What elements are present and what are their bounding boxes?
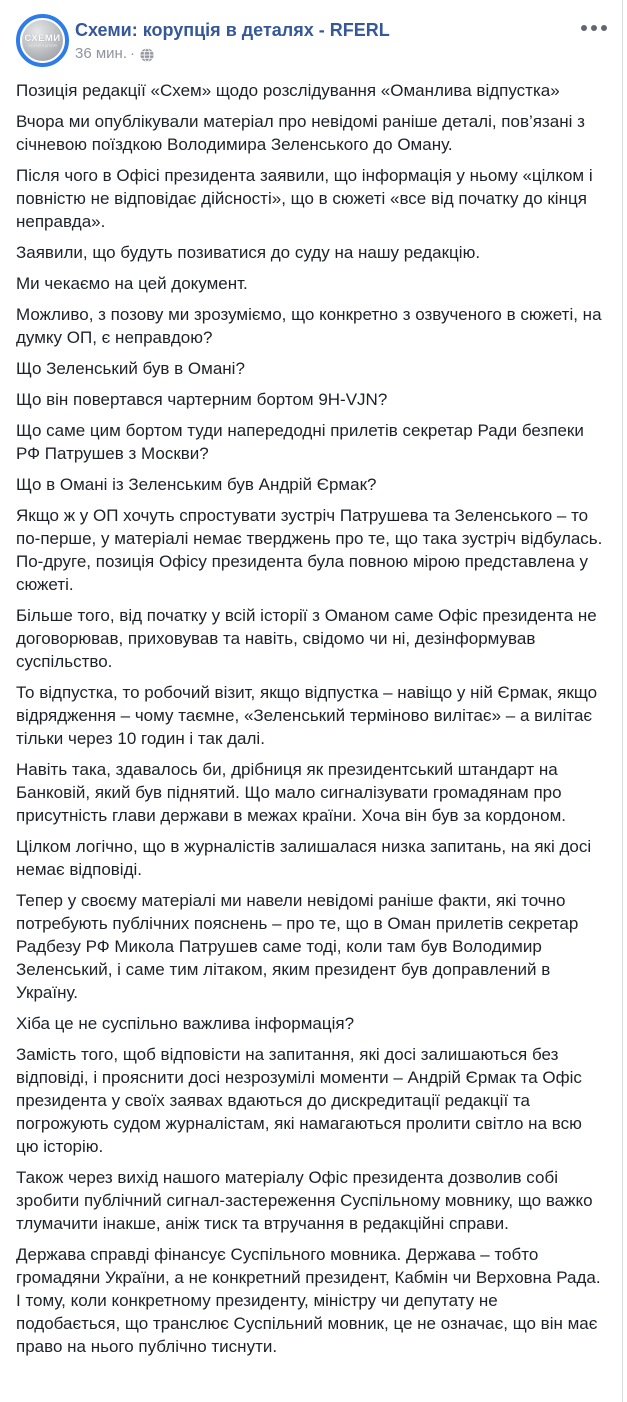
page-avatar[interactable]: [16, 14, 69, 67]
header-text-block: [75, 14, 390, 63]
post-paragraph: Після чого в Офісі президента заявили, що інформація у ньому «цілком і повністю не відповідає дійсності», що в сюжеті «все від початку до кінця неправда».: [16, 166, 593, 231]
meta-separator: ·: [130, 45, 135, 62]
post-paragraph: Замість того, щоб відповісти на запитання, які досі залишаються без відповіді, і прояснити досі незрозумілі моменти – Андрій Єрмак та Офіс президента у своїх заявах вдаються до дискредитації редакції та погрожують судом журналістам, які намагаються пролити світло на всю цю історію.: [16, 1045, 582, 1156]
post-header: [0, 0, 622, 67]
page-name-link[interactable]: Схеми: корупція в деталях - RFERL: [75, 20, 390, 40]
post-paragraph: Що саме цим бортом туди напередодні прилетів секретар Ради безпеки РФ Патрушев з Москви?: [16, 421, 584, 463]
post-content: [0, 67, 622, 1378]
post-paragraph: Хіба це не суспільно важлива інформація?: [16, 1014, 355, 1033]
post-paragraph: Ми чекаємо на цей документ.: [16, 274, 248, 293]
post-paragraph: Держава справді фінансує Суспільного мовника. Держава – тобто громадяни України, а не конкретний президент, Кабмін чи Верховна Рада. І тому, коли конкретному президенту, міністру чи депутату не подобається, що транслює Суспільний мовник, це не означає, що він має право на нього публічно тиснути.: [16, 1245, 601, 1356]
post-paragraph: Тепер у своєму матеріалі ми навели невідомі раніше факти, які точно потребують публічних пояснень – про те, що в Оман прилетів секретар Радбезу РФ Микола Патрушев саме тоді, коли там був Володимир Зеленський, і саме тим літаком, яким президент був доправлений в Україну.: [16, 891, 579, 1002]
post-paragraph: Цілком логічно, що в журналістів залишалася низка запитань, на які досі немає відповіді.: [16, 837, 592, 879]
post-paragraph: Якщо ж у ОП хочуть спростувати зустріч Патрушева та Зеленського – то по-перше, у матеріалі немає тверджень про те, що така зустріч відбулась. По-друге, позиція Офісу президента була повною мірою представлена у сюжеті.: [16, 506, 603, 594]
logo-text: СХЕМИ: [24, 32, 61, 44]
ellipsis-icon: [581, 25, 587, 31]
globe-public-icon: [140, 48, 154, 62]
schemes-logo: [22, 20, 63, 61]
timestamp-link[interactable]: 36 мин.: [75, 45, 127, 62]
logo-subtext: корупція в деталях: [28, 43, 57, 47]
post-meta-row: [75, 45, 390, 63]
ellipsis-icon: [601, 25, 607, 31]
ellipsis-icon: [591, 25, 597, 31]
post-paragraph: Можливо, з позову ми зрозуміємо, що конкретно з озвученого в сюжеті, на думку ОП, є неправдою?: [16, 305, 602, 347]
post-paragraph: Також через вихід нашого матеріалу Офіс президента дозволив собі зробити публічний сигнал-застереження Суспільному мовнику, що важко тлумачити інакше, аніж тиск та втручання в редакційні справи.: [16, 1168, 593, 1233]
post-paragraph: Що Зеленський був в Омані?: [16, 359, 245, 378]
post-paragraph: Заявили, що будуть позиватися до суду на нашу редакцію.: [16, 243, 481, 262]
post-paragraph: Навіть така, здавалось би, дрібниця як президентський штандарт на Банковій, який був піднятий. Що мало сигналізувати громадянам про присутність глави держави в межах країни. Хоча він був за кордоном.: [16, 760, 567, 825]
post-paragraph: Що в Омані із Зеленським був Андрій Єрмак?: [16, 475, 377, 494]
post-paragraph: Що він повертався чартерним бортом 9H-VJN?: [16, 390, 388, 409]
ellipsis-menu-button[interactable]: [577, 19, 611, 37]
post-paragraph: Позиція редакції «Схем» щодо розслідування «Оманлива відпустка»: [16, 81, 560, 100]
post-paragraph: То відпустка, то робочий візит, якщо відпустка – навіщо у ній Єрмак, якщо відрядження – чому таємне, «Зеленський терміново вилітає» – а вилітає тільки через 10 годин і так далі.: [16, 683, 598, 748]
post-paragraph: Більше того, від початку у всій історії з Оманом саме Офіс президента не договорював, приховував та навіть, свідомо чи ні, дезінформував суспільство.: [16, 606, 597, 671]
post-paragraph: Вчора ми опублікували матеріал про невідомі раніше деталі, пов’язані з січневою поїздкою Володимира Зеленського до Оману.: [16, 112, 585, 154]
